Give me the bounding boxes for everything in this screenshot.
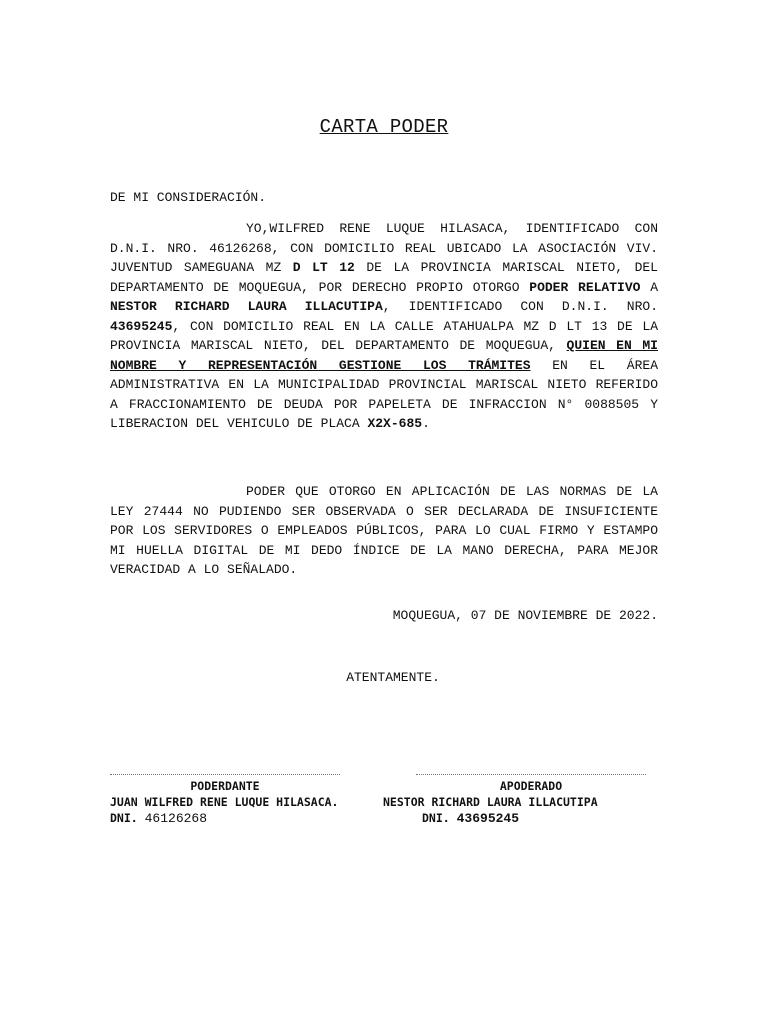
para1-text-4: , IDENTIFICADO CON D.N.I. NRO. xyxy=(382,299,658,314)
attorney-name: NESTOR RICHARD LAURA ILLACUTIPA xyxy=(110,299,383,314)
grantor-role: PODERDANTE xyxy=(190,779,260,793)
power-type: PODER RELATIVO xyxy=(529,279,641,295)
paragraph-grant xyxy=(110,219,658,434)
para2-text: PODER QUE OTORGO EN APLICACIÓN DE LAS NORMAS DE LA LEY 27444 NO PUDIENDO SER OBSERVADA O SER DECLARADA DE INSUFICIENTE POR LOS SERVIDORES O EMPLEADOS PÚBLICOS, PARA LO CUAL FIRMO Y ESTAMPO MI HUELLA DIGITAL DE MI DEDO ÍNDICE DE LA MANO DERECHA, PARA MEJOR VERACIDAD A LO SEÑALADO. xyxy=(110,484,658,577)
representation-clause: QUIEN EN MI NOMBRE Y REPRESENTACIÓN GESTIONE LOS TRÁMITES xyxy=(110,338,658,373)
document-title: CARTA PODER xyxy=(319,116,449,138)
grantor-dni xyxy=(110,811,207,826)
attorney-signature-name: NESTOR RICHARD LAURA ILLACUTIPA xyxy=(383,795,598,809)
salutation: DE MI CONSIDERACIÓN. xyxy=(110,190,267,205)
para1-text-6: EN EL ÁREA ADMINISTRATIVA EN LA MUNICIPALIDAD PROVINCIAL MARISCAL NIETO REFERIDO A FRACCIONAMIENTO DE DEUDA POR PAPELETA DE INFRACCION N° 0088505 Y LIBERACION DEL VEHICULO DE PLACA xyxy=(110,357,658,431)
grantor-name: JUAN WILFRED RENE LUQUE HILASACA. xyxy=(110,795,339,809)
para1-text-1: YO,WILFRED RENE LUQUE HILASACA, IDENTIFICADO CON D.N.I. NRO. 46126268, CON DOMICILIO REAL UBICADO LA ASOCIACIÓN VIV. JUVENTUD SAMEGUANA MZ xyxy=(110,221,658,275)
attorney-dni-label: DNI. xyxy=(422,811,457,825)
paragraph-legal-basis xyxy=(110,482,658,580)
para1-text-3: A xyxy=(640,279,659,295)
signature-line-grantor xyxy=(110,774,340,775)
attorney-dni: 43695245 xyxy=(110,318,173,334)
attorney-dni-block xyxy=(422,811,519,826)
lot-reference: D LT 12 xyxy=(292,260,355,275)
vehicle-plate: X2X-685 xyxy=(367,416,423,431)
attorney-role: APODERADO xyxy=(499,779,563,793)
para1-text-5: , CON DOMICILIO REAL EN LA CALLE ATAHUALPA MZ D LT 13 DE LA PROVINCIA MARISCAL NIETO, DEL DEPARTAMENTO DE MOQUEGUA, xyxy=(110,318,658,353)
para1-text-7: . xyxy=(422,416,430,431)
grantor-dni-label: DNI. xyxy=(110,811,145,825)
attorney-dni-number: 43695245 xyxy=(456,811,520,826)
signature-line-attorney xyxy=(416,774,646,775)
closing-text: ATENTAMENTE. xyxy=(346,670,440,685)
para1-text-2: DE LA PROVINCIA MARISCAL NIETO, DEL DEPARTAMENTO DE MOQUEGUA, POR DERECHO PROPIO OTORGO xyxy=(110,260,658,295)
grantor-dni-number: 46126268 xyxy=(144,811,208,826)
date-line: MOQUEGUA, 07 DE NOVIEMBRE DE 2022. xyxy=(392,608,658,623)
